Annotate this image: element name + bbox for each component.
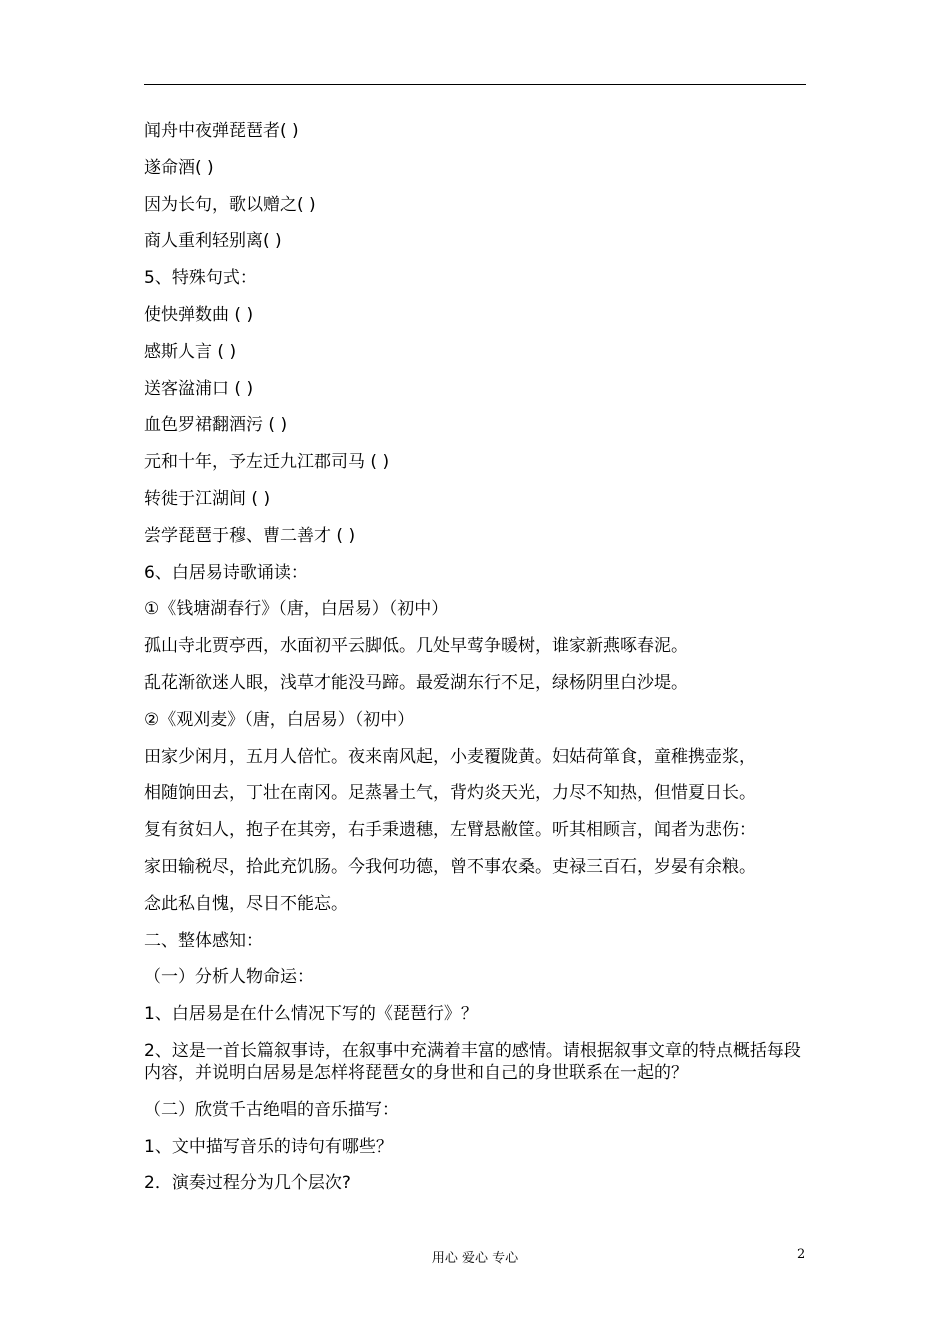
- poem-line: 念此私自愧，尽日不能忘。: [144, 893, 348, 914]
- poem-line: 孤山寺北贾亭西，水面初平云脚低。几处早莺争暖树，谁家新燕啄春泥。: [144, 636, 688, 657]
- page-number: 2: [797, 1247, 806, 1262]
- poem-line: 田家少闲月，五月人倍忙。夜来南风起，小麦覆陇黄。妇姑荷箪食，童稚携壶浆，: [144, 746, 756, 767]
- text-line: 使快弹数曲 ( ): [144, 304, 254, 325]
- poem-line: 复有贫妇人，抱子在其旁，右手秉遗穗，左臂悬敝筐。听其相顾言，闻者为悲伤：: [144, 820, 756, 841]
- section-heading: 6、白居易诗歌诵读：: [144, 562, 308, 583]
- poem-line: 乱花渐欲迷人眼，浅草才能没马蹄。最爱湖东行不足，绿杨阴里白沙堤。: [144, 672, 688, 693]
- text-line: 商人重利轻别离( ): [144, 231, 282, 252]
- footer-motto: 用心 爱心 专心: [431, 1251, 519, 1266]
- poem-title: ①《钱塘湖春行》（唐，白居易）（初中）: [144, 599, 449, 620]
- text-line: 尝学琵琶于穆、曹二善才 ( ): [144, 525, 356, 546]
- header-rule: [144, 84, 806, 85]
- text-line: 感斯人言 ( ): [144, 341, 237, 362]
- text-line: 血色罗裙翻酒污 ( ): [144, 415, 288, 436]
- poem-line: 家田输税尽，拾此充饥肠。今我何功德，曾不事农桑。吏禄三百石，岁晏有余粮。: [144, 856, 756, 877]
- text-line: 闻舟中夜弹琵琶者( ): [144, 121, 299, 141]
- document-body: [144, 120, 806, 1209]
- question-line: 1、文中描写音乐的诗句有哪些？: [144, 1136, 393, 1157]
- text-line: 转徙于江湖间 ( ): [144, 488, 271, 509]
- question-paragraph: 2、这是一首长篇叙事诗，在叙事中充满着丰富的感情。请根据叙事文章的特点概括每段内容，并说明白居易是怎样将琵琶女的身世和自己的身世联系在一起的？: [144, 1040, 801, 1083]
- section-heading: 二、整体感知：: [144, 930, 263, 951]
- section-heading: 5、特殊句式：: [144, 268, 257, 289]
- text-line: 因为长句，歌以赠之( ): [144, 194, 316, 215]
- question-line: 1、白居易是在什么情况下写的《琵琶行》？: [144, 1004, 478, 1025]
- text-line: 元和十年，予左迁九江郡司马 ( ): [144, 452, 390, 473]
- text-line: 送客湓浦口 ( ): [144, 378, 254, 399]
- subsection-heading: （一）分析人物命运：: [144, 967, 314, 988]
- text-line: 遂命酒( ): [144, 157, 214, 178]
- subsection-heading: （二）欣赏千古绝唱的音乐描写：: [144, 1099, 399, 1120]
- poem-title: ②《观刈麦》（唐，白居易）（初中）: [144, 709, 415, 730]
- poem-line: 相随饷田去，丁壮在南冈。足蒸暑土气，背灼炎天光，力尽不知热，但惜夏日长。: [144, 783, 756, 804]
- question-line: 2．演奏过程分为几个层次?: [144, 1173, 351, 1194]
